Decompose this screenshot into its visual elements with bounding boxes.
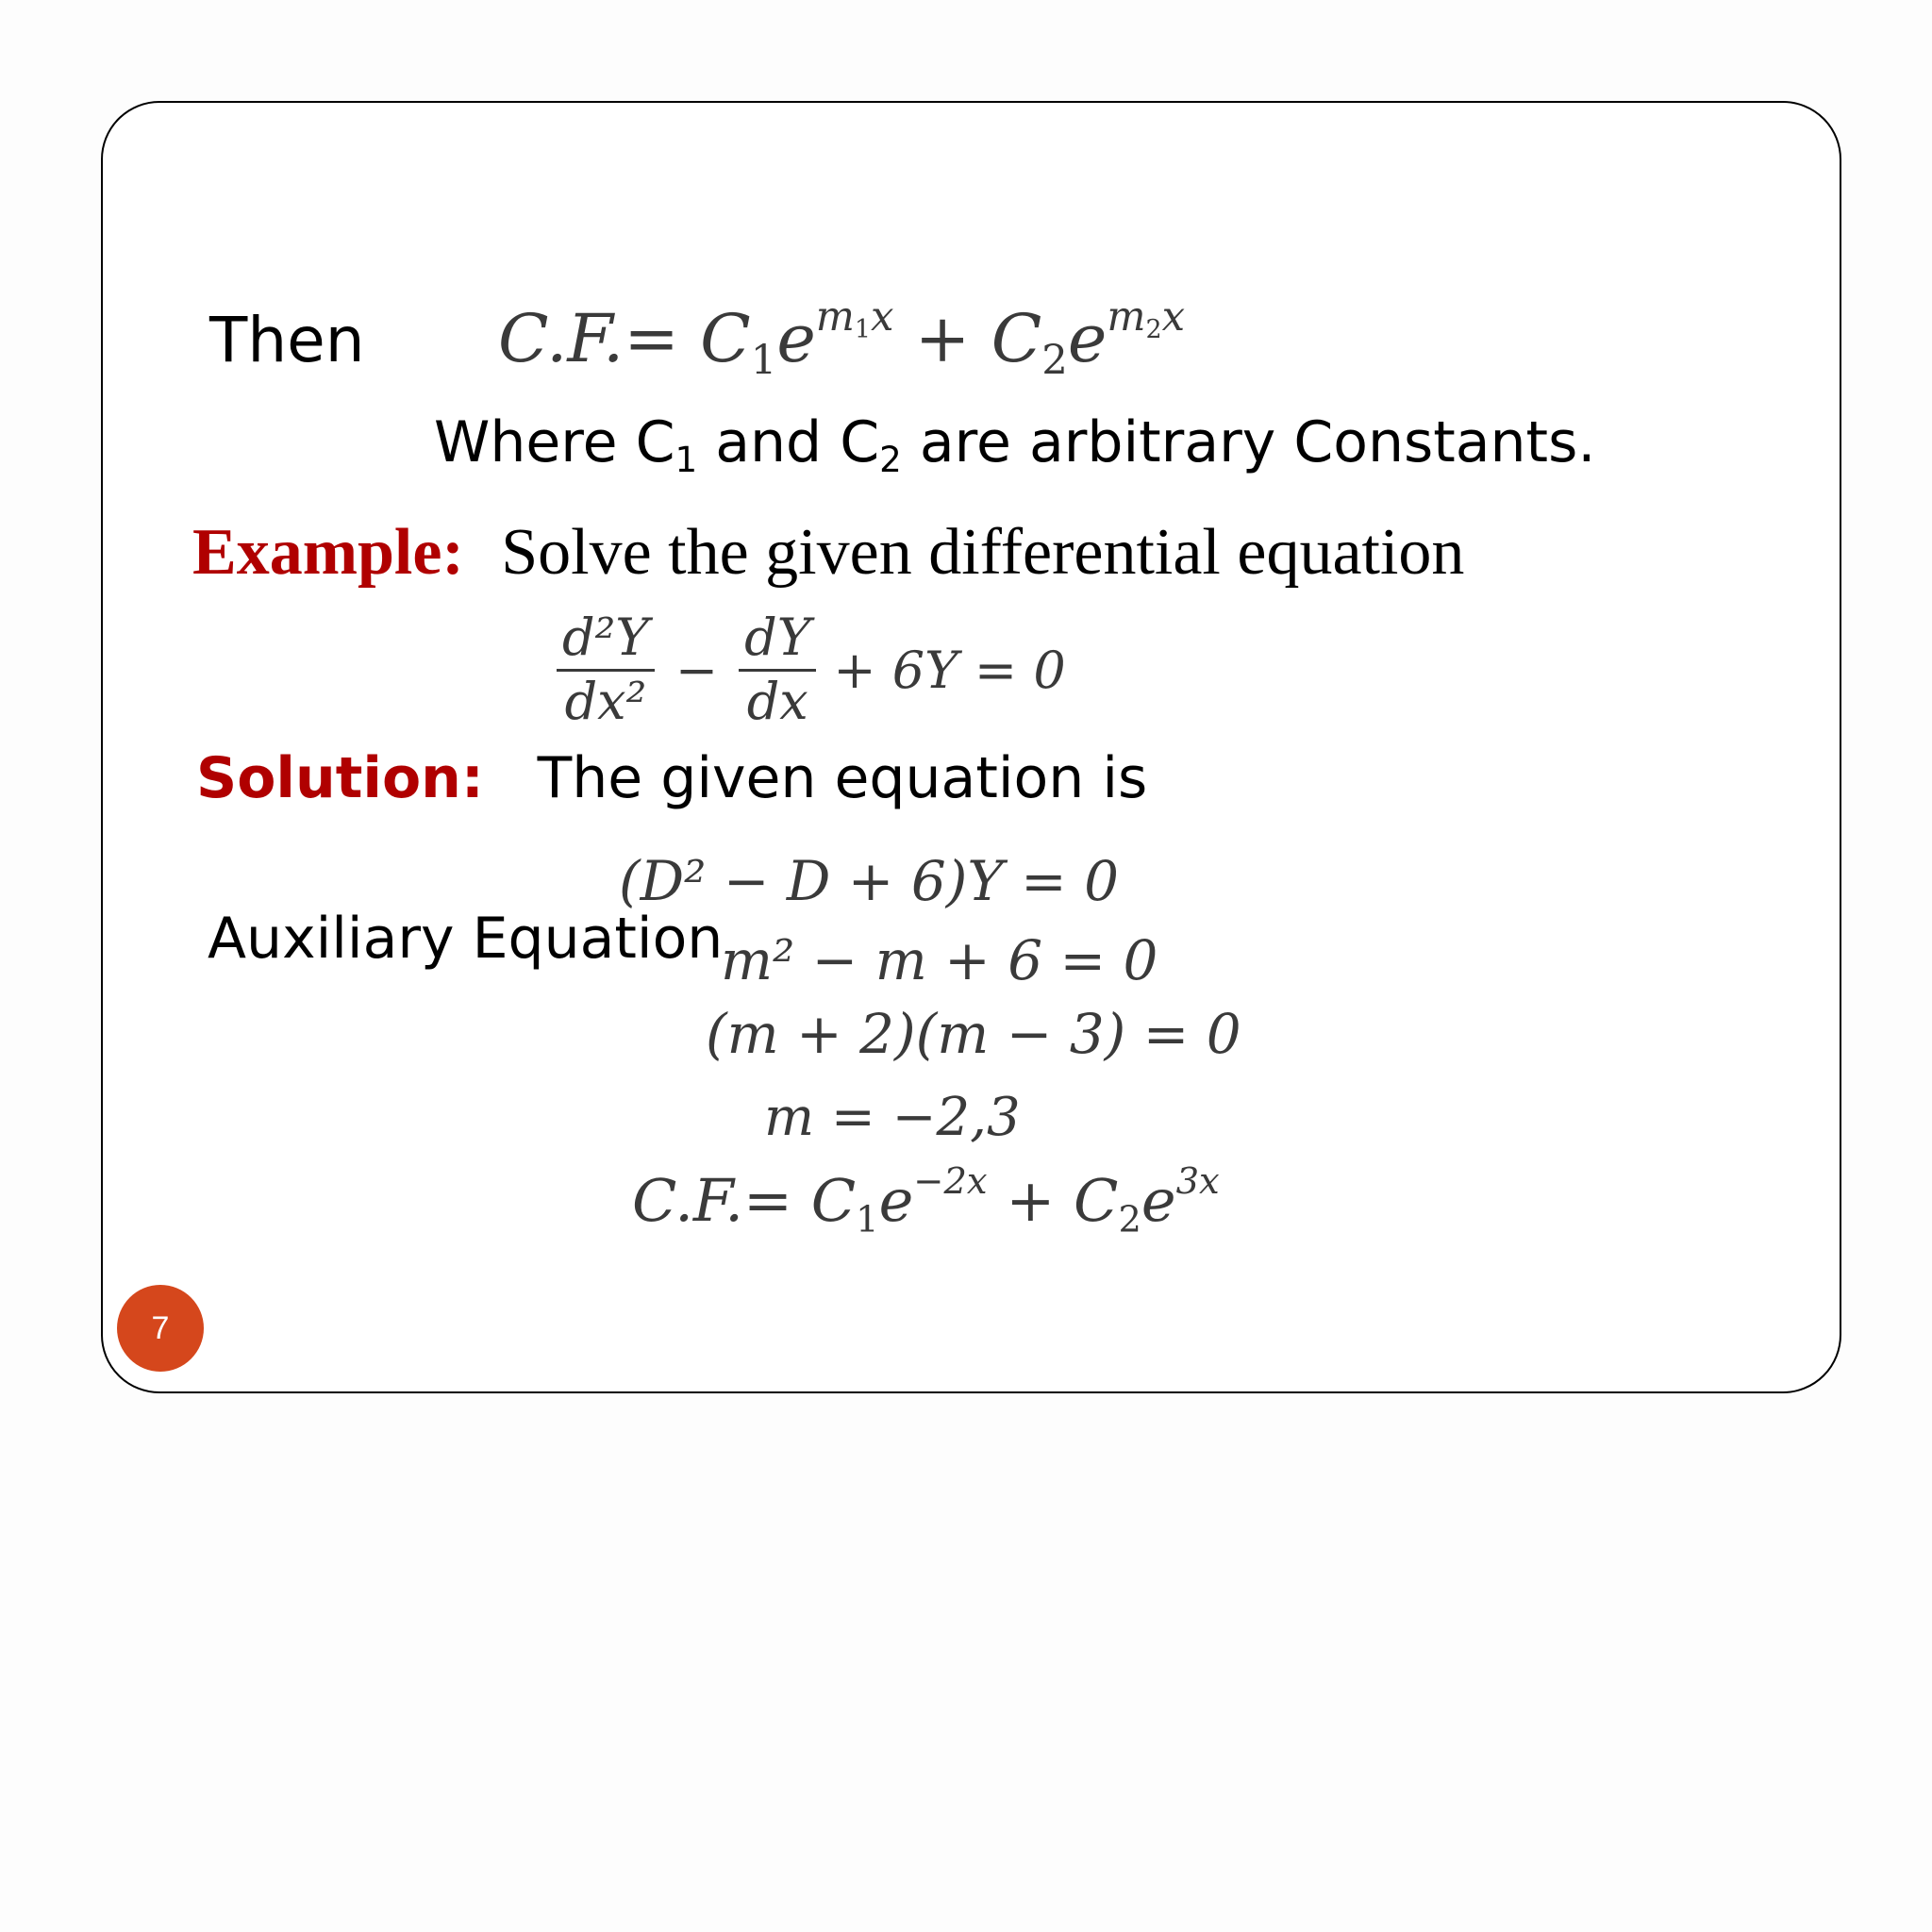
fraction-1-denominator: dx²	[564, 671, 647, 731]
exponent-1: m	[815, 293, 855, 341]
minus-sign: −	[675, 640, 719, 700]
fraction-2-denominator: dx	[746, 671, 808, 731]
exponent-2-sub: 2	[1145, 315, 1162, 345]
constant-c2: C	[991, 300, 1042, 377]
c2-subscript: 2	[1041, 337, 1068, 385]
ode-rest: + 6Y = 0	[833, 640, 1066, 700]
constant-c1: C	[700, 300, 751, 377]
solution-c2-subscript: 2	[1118, 1198, 1141, 1241]
solution-constant-c2: C	[1074, 1166, 1119, 1235]
exp-base-2: e	[1067, 300, 1108, 377]
factored-equation: (m + 2)(m − 3) = 0	[706, 1002, 1241, 1066]
cf-lhs: C.F.=	[498, 300, 679, 377]
example-text: Solve the given differential equation	[501, 516, 1465, 589]
exponent-2: m	[1107, 293, 1146, 341]
exponent-1-sub: 1	[854, 315, 872, 345]
solution-line	[196, 745, 1147, 811]
where-text-3: are arbitrary Constants.	[901, 409, 1596, 475]
auxiliary-equation-label: Auxiliary Equation	[208, 906, 724, 972]
cf-solution-lhs: C.F.=	[632, 1166, 792, 1235]
solution-exp-base-2: e	[1141, 1166, 1176, 1235]
solution-exponent-1: −2x	[913, 1160, 988, 1204]
exp-base-1: e	[776, 300, 816, 377]
where-text-2: and C	[697, 409, 880, 475]
c1-subscript: 1	[750, 337, 777, 385]
ode-equation	[557, 608, 1066, 731]
solution-exp-base-1: e	[878, 1166, 914, 1235]
example-label: Example:	[192, 516, 464, 589]
cf-general-formula	[498, 293, 1186, 385]
example-line	[192, 513, 1464, 591]
cf-solution-formula	[632, 1160, 1220, 1241]
plus-sign: +	[914, 300, 971, 377]
fraction-1-numerator: d²Y	[562, 608, 649, 667]
roots-equation: m = −2,3	[764, 1087, 1021, 1148]
where-sub-1: 1	[675, 439, 698, 481]
operator-form-equation: (D² − D + 6)Y = 0	[619, 849, 1120, 913]
where-sub-2: 2	[879, 439, 902, 481]
solution-exponent-2: 3x	[1175, 1160, 1220, 1204]
solution-constant-c1: C	[810, 1166, 857, 1235]
fraction-2-numerator: dY	[744, 608, 811, 667]
solution-plus-sign: +	[1006, 1166, 1056, 1235]
fraction-d2y-dx2	[557, 608, 655, 731]
then-label: Then	[209, 304, 365, 376]
exponent-2-var: x	[1161, 293, 1186, 341]
solution-text: The given equation is	[537, 745, 1148, 811]
page-number-badge: 7	[117, 1285, 204, 1372]
where-text-1: Where C	[434, 409, 675, 475]
fraction-dy-dx	[739, 608, 816, 731]
where-line	[434, 409, 1596, 481]
auxiliary-equation: m² − m + 6 = 0	[721, 928, 1158, 992]
exponent-1-var: x	[871, 293, 894, 341]
solution-label: Solution:	[196, 745, 484, 811]
solution-c1-subscript: 1	[856, 1198, 879, 1241]
